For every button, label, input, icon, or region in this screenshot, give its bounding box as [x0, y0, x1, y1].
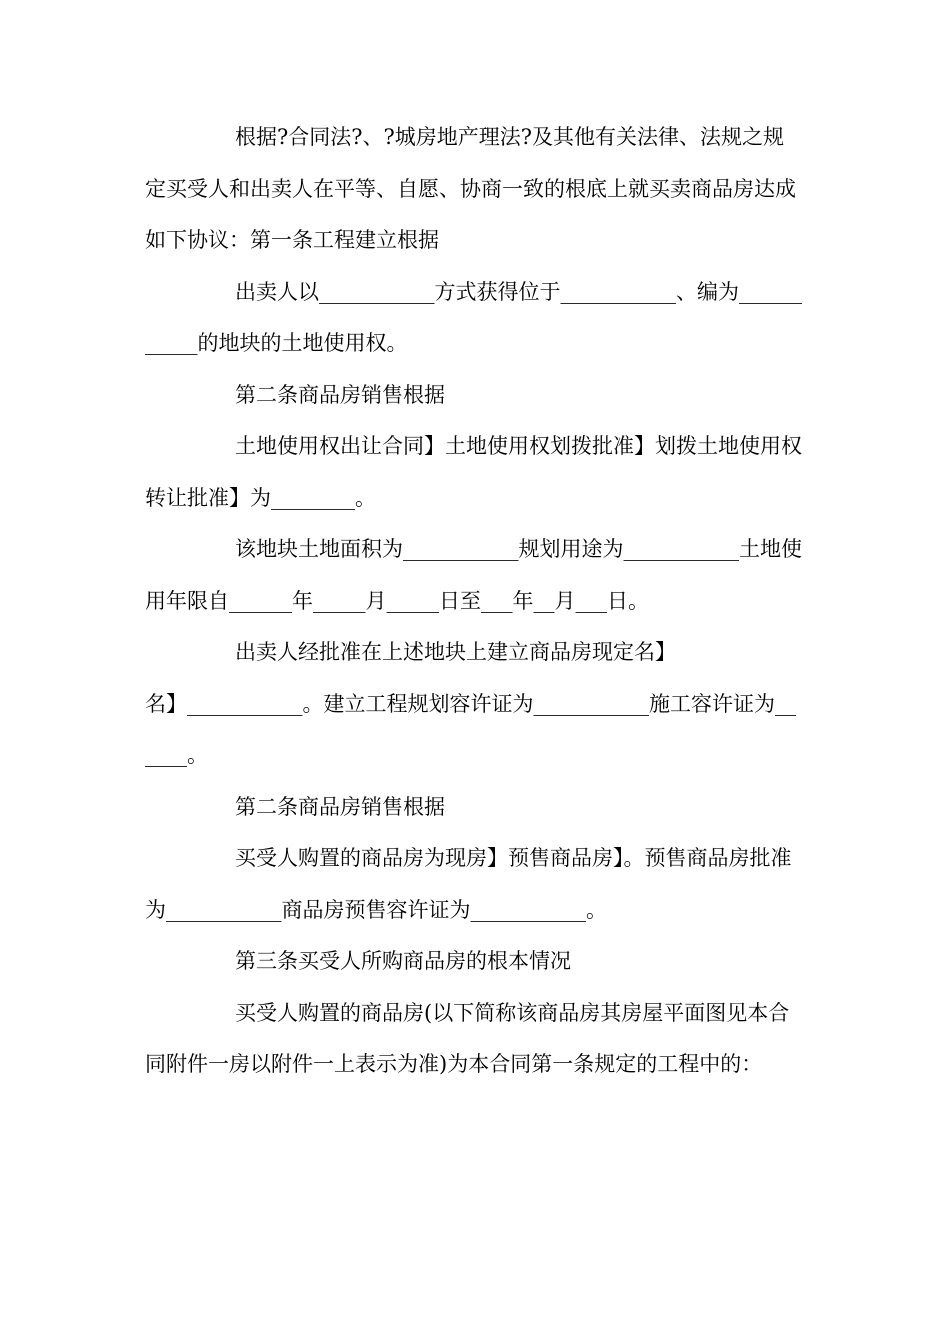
- paragraph-presale: 买受人购置的商品房为现房】预售商品房】。预售商品房批准为___________商品房预售容许证为___________。: [145, 846, 792, 922]
- paragraph-land-use-right: 土地使用权出让合同】土地使用权划拨批准】划拨土地使用权转让批准】为________。: [145, 434, 802, 510]
- section-heading-basic-info: 第三条买受人所购商品房的根本情况: [235, 949, 571, 973]
- paragraph-land-area: 该地块土地面积为___________规划用途为___________土地使用年限自______年_____月_____日至___年__月___日。: [145, 537, 802, 613]
- section-heading-sales-basis-2: 第二条商品房销售根据: [235, 794, 445, 819]
- paragraph-land-acquisition: 出卖人以___________方式获得位于___________、编为___________的地块的土地使用权。: [145, 279, 802, 355]
- paragraph-permits: 名】___________。建立工程规划容许证为___________施工容许证为______。: [145, 691, 796, 767]
- paragraph-preamble: 根据?合同法?、?城房地产理法?及其他有关法律、法规之规定买受人和出卖人在平等、自愿、协商一致的根底上就买卖商品房达成如下协议：第一条工程建立根据: [145, 125, 796, 252]
- paragraph-purchased-house: 买受人购置的商品房(以下简称该商品房其房屋平面图见本合同附件一房以附件一上表示为准)为本合同第一条规定的工程中的：: [145, 1000, 790, 1076]
- section-heading-sales-basis: 第二条商品房销售根据: [235, 382, 445, 407]
- paragraph-approval: 出卖人经批准在上述地块上建立商品房现定名】: [235, 640, 676, 664]
- document-body: [145, 112, 805, 1091]
